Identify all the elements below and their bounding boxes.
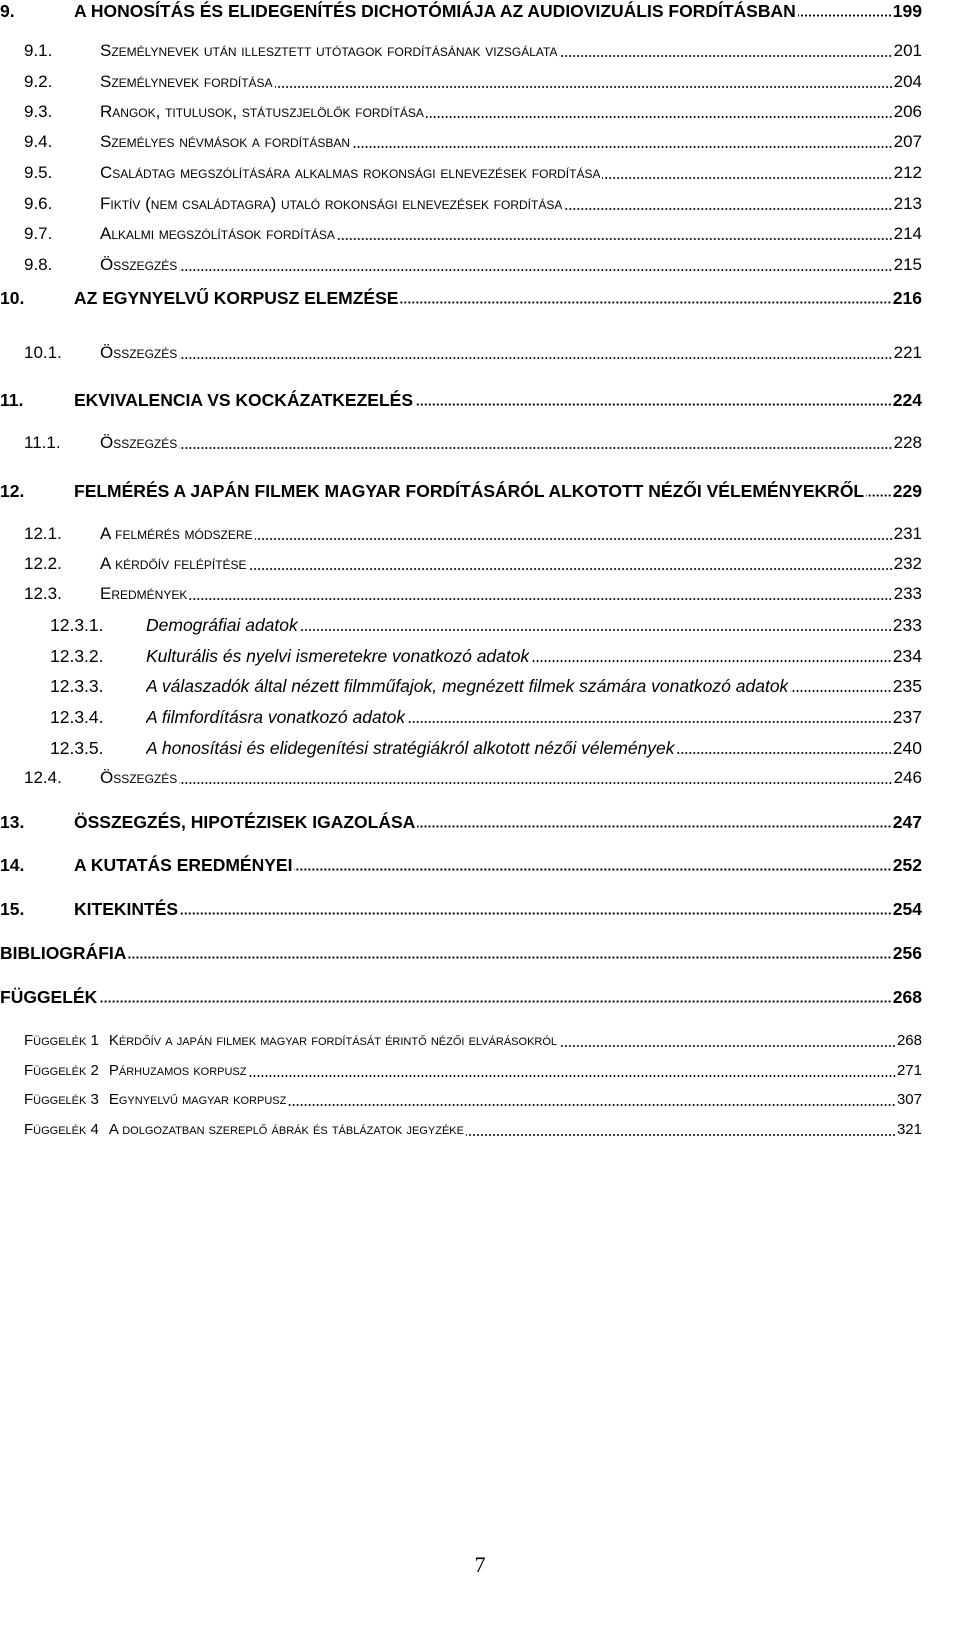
dot-leader <box>466 1134 896 1136</box>
toc-entry-page: 215 <box>893 255 922 274</box>
toc-entry-number: 9.2. <box>24 72 53 91</box>
toc-entry[interactable] <box>24 1030 922 1052</box>
toc-entry-number: 12.3.4. <box>50 707 104 727</box>
toc-entry-page: 199 <box>892 1 922 21</box>
toc-entry-number: 12.3.1. <box>50 615 104 635</box>
toc-entry-page: 271 <box>896 1062 922 1079</box>
toc-entry[interactable] <box>24 432 922 454</box>
toc-entry[interactable] <box>24 40 922 62</box>
toc-entry[interactable] <box>0 0 922 22</box>
toc-entry-title: A dolgozatban szereplő ábrák és táblázatok jegyzéke <box>108 1121 464 1138</box>
toc-entry-number: 9.4. <box>24 132 53 151</box>
dot-leader <box>531 660 892 662</box>
toc-entry-title: A HONOSÍTÁS ÉS ELIDEGENÍTÉS DICHOTÓMIÁJA AZ AUDIOVIZUÁLIS FORDÍTÁSBAN <box>74 1 796 21</box>
dot-leader <box>337 238 893 240</box>
dot-leader <box>417 825 892 828</box>
toc-entry-title: Fiktív (nem családtagra) utaló rokonsági elnevezések fordítása <box>100 194 563 213</box>
toc-entry-page: 268 <box>896 1032 922 1049</box>
toc-entry-page: 221 <box>893 343 922 362</box>
toc-entry[interactable] <box>50 706 922 728</box>
dot-leader <box>189 598 892 600</box>
toc-entry-number: Függelék 2 <box>24 1062 99 1079</box>
dot-leader <box>426 116 893 118</box>
toc-entry-title: FÜGGELÉK <box>0 987 98 1007</box>
toc-entry-number: 12.3.5. <box>50 738 104 758</box>
toc-entry-title: Összegzés <box>100 768 178 787</box>
toc-entry-number: 12.3.3. <box>50 676 104 696</box>
toc-entry-page: 212 <box>893 163 922 182</box>
toc-entry-number: 9.5. <box>24 163 53 182</box>
dot-leader <box>179 447 892 449</box>
toc-entry-page: 213 <box>893 194 922 213</box>
toc-entry-page: 240 <box>892 738 922 758</box>
dot-leader <box>352 146 893 148</box>
toc-entry-page: 235 <box>892 676 922 696</box>
toc-entry-title: AZ EGYNYELVŰ KORPUSZ ELEMZÉSE <box>74 288 399 308</box>
toc-entry[interactable] <box>0 986 922 1008</box>
toc-entry-title: FELMÉRÉS A JAPÁN FILMEK MAGYAR FORDÍTÁSÁRÓL ALKOTOTT NÉZŐI VÉLEMÉNYEKRŐL <box>74 481 865 501</box>
toc-entry[interactable] <box>24 131 922 153</box>
toc-entry-number: 9. <box>0 1 15 21</box>
dot-leader <box>400 301 891 304</box>
toc-entry-number: 10. <box>0 288 25 308</box>
toc-entry-number: Függelék 3 <box>24 1091 99 1108</box>
toc-entry-title: A KUTATÁS EREDMÉNYEI <box>74 855 293 875</box>
toc-entry[interactable] <box>50 614 922 636</box>
toc-entry-page: 231 <box>893 524 922 543</box>
toc-entry-number: 9.3. <box>24 102 53 121</box>
toc-entry[interactable] <box>24 553 922 575</box>
toc-entry-page: 256 <box>892 943 922 963</box>
toc-entry-number: 9.1. <box>24 41 53 60</box>
toc-entry-title: A felmérés módszere <box>100 524 253 543</box>
toc-entry[interactable] <box>0 854 922 876</box>
dot-leader <box>180 912 892 915</box>
toc-entry-number: 11. <box>0 390 24 410</box>
toc-entry-page: 246 <box>893 768 922 787</box>
toc-entry[interactable] <box>24 162 922 184</box>
toc-entry[interactable] <box>24 223 922 245</box>
toc-entry-page: 234 <box>892 646 922 666</box>
toc-entry-number: 14. <box>0 855 25 875</box>
page-number: 7 <box>474 1552 486 1577</box>
dot-leader <box>179 357 892 359</box>
toc-entry[interactable] <box>24 71 922 93</box>
toc-entry-number: 12.4. <box>24 768 62 787</box>
dot-leader <box>288 1104 896 1106</box>
toc-entry[interactable] <box>50 645 922 667</box>
toc-entry-number: 12.1. <box>24 524 62 543</box>
dot-leader <box>249 568 893 570</box>
toc-entry-number: 11.1. <box>24 433 61 452</box>
toc-entry-number: 12.3. <box>24 584 62 603</box>
toc-entry[interactable] <box>24 767 922 789</box>
dot-leader <box>559 55 892 57</box>
toc-entry-title: A válaszadók által nézett filmműfajok, megnézett filmek számára vonatkozó adatok <box>146 676 789 696</box>
dot-leader <box>300 629 892 631</box>
toc-entry-page: 201 <box>893 41 922 60</box>
dot-leader <box>407 721 892 723</box>
toc-entry-page: 232 <box>893 554 922 573</box>
toc-entry-number: 10.1. <box>24 343 62 362</box>
toc-entry-page: 233 <box>893 584 922 603</box>
toc-entry-number: 12.2. <box>24 554 62 573</box>
dot-leader <box>866 494 892 497</box>
toc-entry-page: 204 <box>893 72 922 91</box>
toc-entry-title: Személynevek fordítása <box>100 72 273 91</box>
toc-entry-number: 9.7. <box>24 224 53 243</box>
toc-entry-page: 233 <box>892 615 922 635</box>
toc-entry[interactable] <box>24 523 922 545</box>
dot-leader <box>415 403 892 406</box>
toc-entry-title: Kérdőív a japán filmek magyar fordítását érintő nézői elvárásokról <box>108 1032 558 1049</box>
toc-entry[interactable] <box>24 193 922 215</box>
toc-entry-title: Párhuzamos korpusz <box>108 1062 247 1079</box>
toc-entry-title: Összegzés <box>100 255 178 274</box>
toc-entry-page: 252 <box>892 855 922 875</box>
toc-entry-number: 12.3.2. <box>50 646 104 666</box>
toc-entry[interactable] <box>24 1089 922 1111</box>
toc-entry-number: Függelék 1 <box>24 1032 99 1049</box>
dot-leader <box>294 868 891 871</box>
toc-entry-page: 254 <box>892 899 922 919</box>
toc-entry[interactable] <box>24 583 922 605</box>
toc-entry-title: BIBLIOGRÁFIA <box>0 943 127 963</box>
toc-entry-title: ÖSSZEGZÉS, HIPOTÉZISEK IGAZOLÁSA <box>74 812 416 832</box>
dot-leader <box>559 1045 896 1047</box>
toc-entry[interactable] <box>50 675 922 697</box>
toc-entry[interactable] <box>0 942 922 964</box>
toc-entry-title: Alkalmi megszólítások fordítása <box>100 224 335 243</box>
toc-entry-page: 229 <box>892 481 922 501</box>
toc-entry-title: Demográfiai adatok <box>146 615 298 635</box>
toc-entry[interactable] <box>0 389 922 411</box>
toc-entry-title: Személynevek után illesztett utótagok fordításának vizsgálata <box>100 41 558 60</box>
toc-entry-number: 9.8. <box>24 255 53 274</box>
dot-leader <box>602 177 892 179</box>
dot-leader <box>255 538 893 540</box>
dot-leader <box>790 690 892 692</box>
toc-entry[interactable] <box>0 480 922 502</box>
toc-entry-title: Eredmények <box>100 584 188 603</box>
toc-entry[interactable] <box>24 342 922 364</box>
toc-entry-title: Személyes névmások a fordításban <box>100 132 350 151</box>
toc-entry[interactable] <box>24 1060 922 1082</box>
dot-leader <box>798 14 892 17</box>
toc-entry-title: Családtag megszólítására alkalmas rokonsági elnevezések fordítása <box>100 163 601 182</box>
toc-entry-title: Egynyelvű magyar korpusz <box>108 1091 287 1108</box>
toc-entry-page: 237 <box>892 707 922 727</box>
dot-leader <box>249 1075 896 1077</box>
toc-entry-number: 15. <box>0 899 25 919</box>
toc-entry[interactable] <box>50 737 922 759</box>
toc-entry[interactable] <box>0 287 922 309</box>
toc-entry-title: EKVIVALENCIA VS KOCKÁZATKEZELÉS <box>74 390 414 410</box>
toc-entry-page: 216 <box>892 288 922 308</box>
toc-entry-page: 321 <box>896 1121 922 1138</box>
toc-entry-page: 228 <box>893 433 922 452</box>
toc-entry-number: 12. <box>0 481 25 501</box>
toc-entry[interactable] <box>0 811 922 833</box>
toc-entry-page: 214 <box>893 224 922 243</box>
toc-entry[interactable] <box>24 101 922 123</box>
dot-leader <box>179 269 892 271</box>
toc-entry-title: Összegzés <box>100 433 178 452</box>
toc-entry-title: A honosítási és elidegenítési stratégiákról alkotott nézői vélemények <box>146 738 675 758</box>
toc-entry-number: 13. <box>0 812 25 832</box>
toc-entry[interactable] <box>24 1119 922 1141</box>
toc-entry-title: Összegzés <box>100 343 178 362</box>
toc-entry-title: A filmfordításra vonatkozó adatok <box>146 707 406 727</box>
dot-leader <box>677 752 892 754</box>
toc-entry-number: 9.6. <box>24 194 53 213</box>
toc-entry-page: 307 <box>896 1091 922 1108</box>
dot-leader <box>99 1000 892 1003</box>
toc-entry-page: 207 <box>893 132 922 151</box>
toc-entry-title: KITEKINTÉS <box>74 899 179 919</box>
toc-entry-page: 224 <box>892 390 922 410</box>
toc-entry[interactable] <box>24 254 922 276</box>
toc-entry-number: Függelék 4 <box>24 1121 99 1138</box>
toc-entry-page: 268 <box>892 987 922 1007</box>
dot-leader <box>179 782 892 784</box>
toc-entry[interactable] <box>0 898 922 920</box>
dot-leader <box>564 208 892 210</box>
toc-entry-page: 247 <box>892 812 922 832</box>
toc-entry-title: A kérdőív felépítése <box>100 554 247 573</box>
toc-entry-title: Rangok, titulusok, státuszjelölők fordítása <box>100 102 424 121</box>
toc-entry-page: 206 <box>893 102 922 121</box>
dot-leader <box>128 956 891 959</box>
toc-entry-title: Kulturális és nyelvi ismeretekre vonatkozó adatok <box>146 646 530 666</box>
dot-leader <box>275 86 893 88</box>
